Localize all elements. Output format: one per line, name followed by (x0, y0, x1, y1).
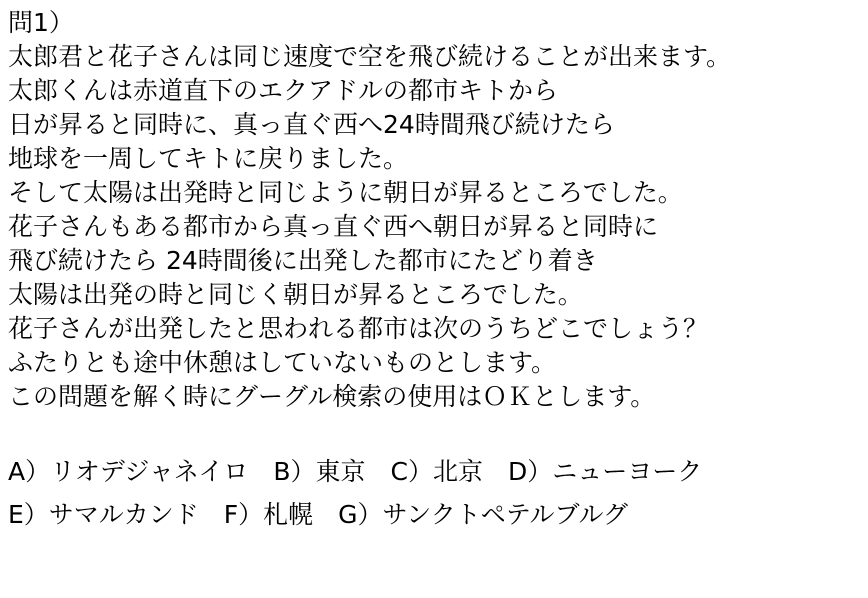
question-text-block (8, 6, 860, 414)
question-line-5: 地球を一周してキトに戻りました。 (8, 144, 409, 173)
choice-line-2: E）サマルカンド F）札幌 G）サンクトペテルブルグ (8, 500, 629, 529)
question-line-6: そして太陽は出発時と同じように朝日が昇るところでした。 (8, 178, 683, 207)
question-line-8: 飛び続けたら 24時間後に出発した都市にたどり着き (8, 246, 598, 275)
paragraph-spacer (8, 414, 860, 448)
question-line-7: 花子さんもある都市から真っ直ぐ西へ朝日が昇ると同時に (8, 212, 659, 241)
question-line-10: 花子さんが出発したと思われる都市は次のうちどこでしょう？ (8, 314, 709, 343)
answer-choices-block (8, 450, 860, 536)
question-line-12: この問題を解く時にグーグル検索の使用はＯＫとします。 (8, 382, 656, 411)
question-line-1: 問1） (8, 8, 74, 37)
question-line-4: 日が昇ると同時に、真っ直ぐ西へ24時間飛び続けたら (8, 110, 615, 139)
choice-line-1: A）リオデジャネイロ B）東京 C）北京 D）ニューヨーク (8, 457, 703, 486)
question-line-2: 太郎君と花子さんは同じ速度で空を飛び続けることが出来ます。 (8, 42, 732, 71)
question-line-11: ふたりとも途中休憩はしていないものとします。 (8, 348, 557, 377)
question-line-3: 太郎くんは赤道直下のエクアドルの都市キトから (8, 76, 559, 105)
question-line-9: 太陽は出発の時と同じく朝日が昇るところでした。 (8, 280, 583, 309)
